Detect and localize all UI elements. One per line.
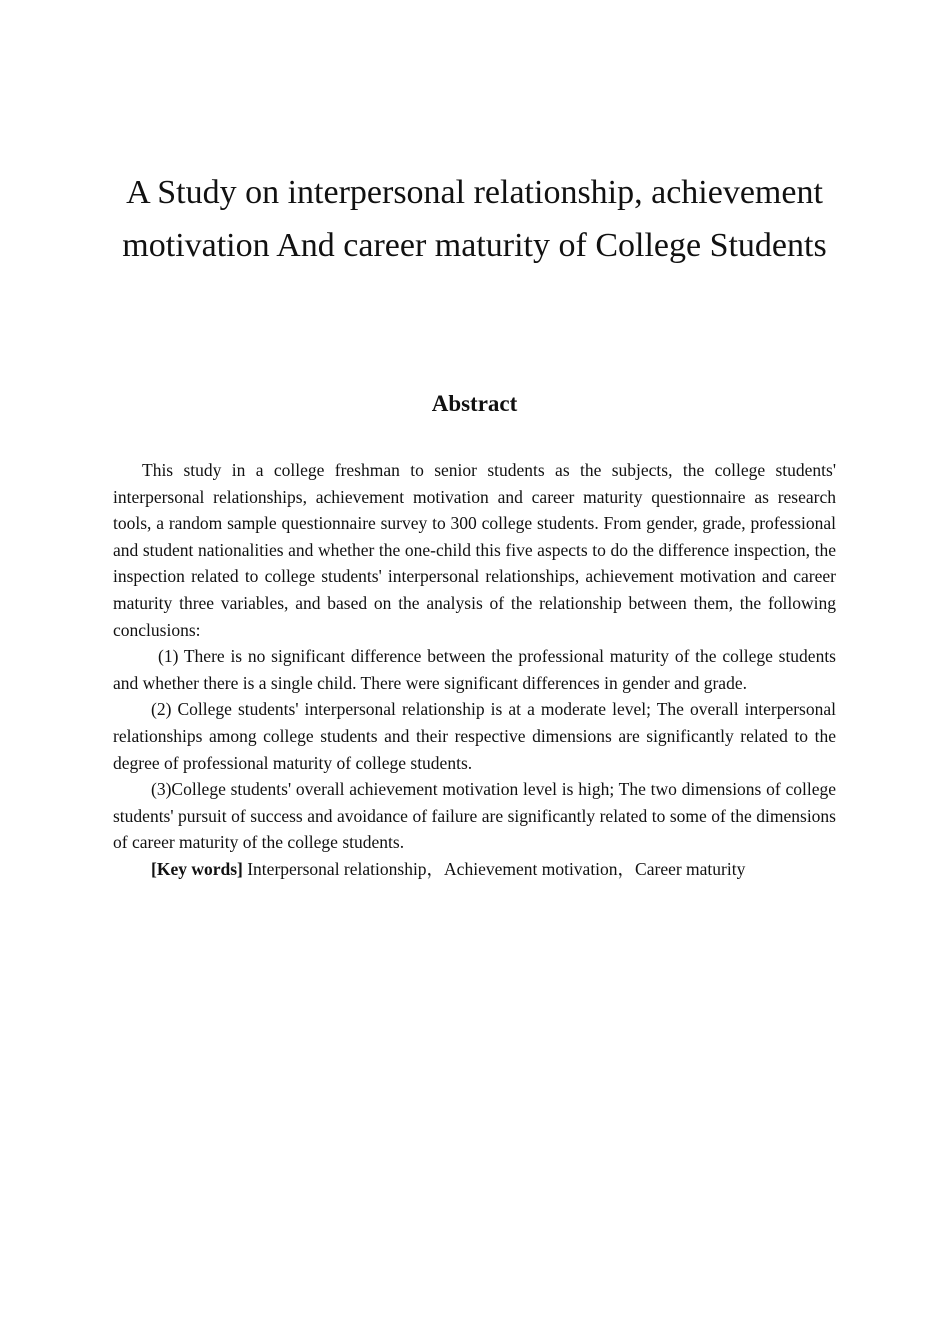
abstract-body	[113, 457, 836, 883]
keywords-line	[113, 856, 836, 883]
abstract-heading: Abstract	[431, 391, 518, 416]
conclusion-3-paragraph: (3)College students' overall achievement motivation level is high; The two dimensions of college students' pursuit of success and avoidance of failure are significantly related to some of the dimensions of career maturity of the college students.	[113, 779, 836, 853]
keywords-text: Interpersonal relationship，Achievement motivation，Career maturity	[242, 858, 746, 879]
paper-title: A Study on interpersonal relationship, achievement motivation And career maturity of College Students	[122, 174, 827, 264]
conclusion-2-paragraph: (2) College students' interpersonal relationship is at a moderate level; The overall interpersonal relationships among college students and their respective dimensions are significantly related to the degree of professional maturity of college students.	[113, 699, 836, 773]
keywords-label: [Key words]	[151, 858, 243, 879]
abstract-intro-paragraph: This study in a college freshman to senior students as the subjects, the college students' interpersonal relationships, achievement motivation and career maturity questionnaire as research tools, a random sample questionnaire survey to 300 college students. From gender, grade, professional and student nationalities and whether the one-child this five aspects to do the difference inspection, the inspection related to college students' interpersonal relationships, achievement motivation and career maturity three variables, and based on the analysis of the relationship between them, the following conclusions:	[113, 460, 836, 640]
conclusion-1-paragraph: (1) There is no significant difference between the professional maturity of the college students and whether there is a single child. There were significant differences in gender and grade.	[113, 646, 836, 693]
